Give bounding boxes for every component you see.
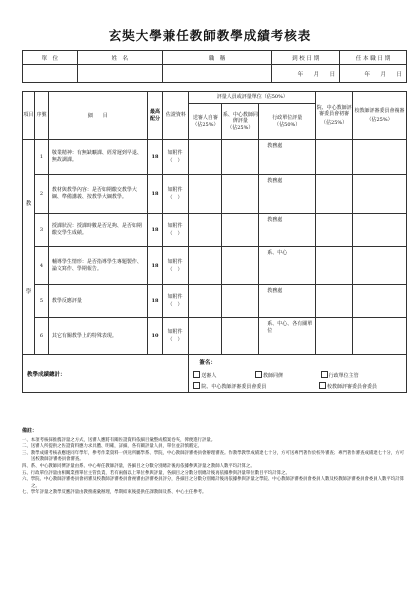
sign-label-cell <box>189 355 407 369</box>
checkbox-icon <box>193 371 200 378</box>
note-item: 一、本項考核採推薦評量之方式，送審人應將有關佐證資料依細目彙整成檔案卷夾，俾便進行評量。 <box>22 437 216 443</box>
row-admin-unit[interactable]: 系、中心、各有關單位 <box>259 318 316 355</box>
row-max-score: 18 <box>147 285 163 318</box>
score-school-input[interactable] <box>353 247 407 285</box>
score-peer-input[interactable] <box>222 247 259 285</box>
col-school-header: 校教師評審委員會複審 （佔25%） <box>353 92 407 140</box>
row-detail: 教材與教學內容：是否如期繳交教學大綱、準備講義、按教學大綱教學。 <box>48 175 147 214</box>
score-self-input[interactable] <box>189 140 222 175</box>
info-appointment-date-value[interactable]: 年 月 日 <box>340 65 407 83</box>
sign-options-row-1 <box>189 369 407 381</box>
score-peer-input[interactable] <box>222 175 259 214</box>
col-evidence-header: 佐證資料 <box>163 92 189 140</box>
info-header-appointment-date: 任 本 職 日 期 <box>340 51 407 65</box>
col-admin-review-header: 行政單位評量 （佔50%） <box>259 104 316 140</box>
score-committee-input[interactable] <box>316 140 353 175</box>
signer-admin-checkbox[interactable]: 行政單位主管 <box>321 373 359 379</box>
row-seq: 6 <box>34 318 48 355</box>
score-peer-input[interactable] <box>222 285 259 318</box>
table-row <box>23 247 407 285</box>
info-header-arrival-date: 到 校 日 期 <box>272 51 340 65</box>
col-peer-review-header: 系、中心教師同儕評量 （佔25%） <box>222 104 259 140</box>
score-self-input[interactable] <box>189 318 222 355</box>
row-detail: 授課狀況：授課時數是否足夠、是否如期繳交學生成績。 <box>48 214 147 247</box>
table-row <box>23 140 407 175</box>
row-detail: 教學反應評量 <box>48 285 147 318</box>
checkbox-icon <box>321 371 328 378</box>
score-school-input[interactable] <box>353 214 407 247</box>
row-evidence: 如附件（ ） <box>163 214 189 247</box>
info-header-title: 職 稱 <box>162 51 272 65</box>
note-item: 五、行政單位評量由相關業務單位主管負責，若有兩個以上單位參與評量，各細目之分數分別總計後再依據參與評量單位數目平均計算之。 <box>22 470 290 476</box>
total-score-cell[interactable] <box>23 355 189 393</box>
score-self-input[interactable] <box>189 214 222 247</box>
score-peer-input[interactable] <box>222 318 259 355</box>
row-max-score: 18 <box>147 175 163 214</box>
signer-sender-checkbox[interactable]: 送審人 <box>193 371 253 379</box>
note-item: 四、系、中心教師同儕評量由系、中心專任教師評量，各細目之分數分別總計後再依據參與評量之教師人數平均計算之。 <box>22 463 255 469</box>
row-max-score: 10 <box>147 318 163 355</box>
score-committee-input[interactable] <box>316 247 353 285</box>
row-seq: 5 <box>34 285 48 318</box>
info-table <box>22 50 407 83</box>
info-header-name: 姓 名 <box>77 51 162 65</box>
signer-school-committee-checkbox[interactable]: 校教師評審委員會委員 <box>319 384 377 390</box>
info-arrival-date-value[interactable]: 年 月 日 <box>272 65 340 83</box>
score-school-input[interactable] <box>353 318 407 355</box>
score-school-input[interactable] <box>353 175 407 214</box>
note-item: 二、送審人所提供之佐證資料應力求具體、明確，詳細，各有關評量人員，單位並詳慎覈定。 <box>22 444 203 450</box>
row-admin-unit[interactable]: 教務處 <box>259 175 316 214</box>
row-admin-unit[interactable]: 教務處 <box>259 140 316 175</box>
note-item: 七、學年評量之教學反應評量由教務處彙辦理，學期結束後提供任課教師及系、中心主任參考。 <box>22 490 207 496</box>
score-self-input[interactable] <box>189 285 222 318</box>
sign-options-row-2 <box>189 381 407 393</box>
col-self-review-header: 送審人自審 （佔25%） <box>189 104 222 140</box>
row-evidence: 如附件（ ） <box>163 140 189 175</box>
row-max-score: 18 <box>147 214 163 247</box>
score-committee-input[interactable] <box>316 318 353 355</box>
row-admin-unit[interactable]: 系、中心 <box>259 247 316 285</box>
evaluation-table <box>22 91 407 393</box>
score-school-input[interactable] <box>353 140 407 175</box>
row-seq: 3 <box>34 214 48 247</box>
signer-college-committee-checkbox[interactable]: 院、中心教師評審委員會委員 <box>193 382 317 390</box>
col-seq-header: 序號 <box>34 92 48 140</box>
notes-section <box>22 428 407 497</box>
row-max-score: 18 <box>147 140 163 175</box>
checkbox-icon <box>255 371 262 378</box>
score-school-input[interactable] <box>353 285 407 318</box>
row-max-score: 18 <box>147 247 163 285</box>
row-admin-unit[interactable]: 教務處 <box>259 214 316 247</box>
form-title: 玄奘大學兼任教師教學成績考核表 <box>108 28 312 43</box>
note-item: 六、學院、中心教師評審委員會初審及校教師評審委員會複審由評審委員評分，各細目之分數分別總計後再依據參與評量之學院、中心教師評審委員會委員人數及校教師評審委員會委員人數平均計算之。 <box>22 477 404 489</box>
table-row <box>23 318 407 355</box>
table-row <box>23 214 407 247</box>
row-detail: 敬業精神：有無缺曠課、經常遲到早退、無故調課。 <box>48 140 147 175</box>
col-max-score-header: 最高配分 <box>147 92 163 140</box>
row-seq: 4 <box>34 247 48 285</box>
row-seq: 2 <box>34 175 48 214</box>
col-committee-header: 院、中心教師評審委員會初審 （佔25%） <box>316 92 353 140</box>
sign-label: 簽名： <box>199 359 216 366</box>
checkbox-icon <box>319 382 326 389</box>
row-evidence: 如附件（ ） <box>163 175 189 214</box>
notes-title: 備註： <box>22 428 38 434</box>
score-peer-input[interactable] <box>222 140 259 175</box>
score-committee-input[interactable] <box>316 175 353 214</box>
row-evidence: 如附件（ ） <box>163 285 189 318</box>
item-label-cell: 教 學 <box>23 140 35 355</box>
col-item-header: 項目 <box>23 92 35 140</box>
signer-peer-checkbox[interactable]: 教師同儕 <box>255 371 319 379</box>
total-score-label: 教學成績總計： <box>27 371 66 378</box>
info-header-unit: 單 位 <box>23 51 78 65</box>
score-committee-input[interactable] <box>316 214 353 247</box>
score-self-input[interactable] <box>189 247 222 285</box>
row-evidence: 如附件（ ） <box>163 247 189 285</box>
info-unit-value[interactable] <box>23 65 78 83</box>
info-title-value[interactable] <box>162 65 272 83</box>
row-evidence: 如附件（ ） <box>163 318 189 355</box>
row-detail: 其它有關教學上的特殊表現。 <box>48 318 147 355</box>
score-peer-input[interactable] <box>222 214 259 247</box>
info-name-value[interactable] <box>77 65 162 83</box>
score-self-input[interactable] <box>189 175 222 214</box>
row-seq: 1 <box>34 140 48 175</box>
checkbox-icon <box>193 382 200 389</box>
row-admin-unit[interactable]: 教務處 <box>259 285 316 318</box>
table-row <box>23 175 407 214</box>
note-item: 三、教學成績考核表應逐同年學年，參考作業資料一併送所屬學系、學院，中心教師評審委員會辦理審查。作教學教學成績達七十分，方可送專門著作於校外審查；專門著作審查成績達七十分，方可送校教師評審委員會審查。 <box>22 450 404 463</box>
col-group-header: 評量人員或評量單位（佔50%） <box>189 92 316 104</box>
table-row <box>23 285 407 318</box>
col-detail-header: 細 目 <box>48 92 147 140</box>
row-detail: 輔導學生情形：是否指導學生專題製作、論文寫作、學期報告。 <box>48 247 147 285</box>
score-committee-input[interactable] <box>316 285 353 318</box>
